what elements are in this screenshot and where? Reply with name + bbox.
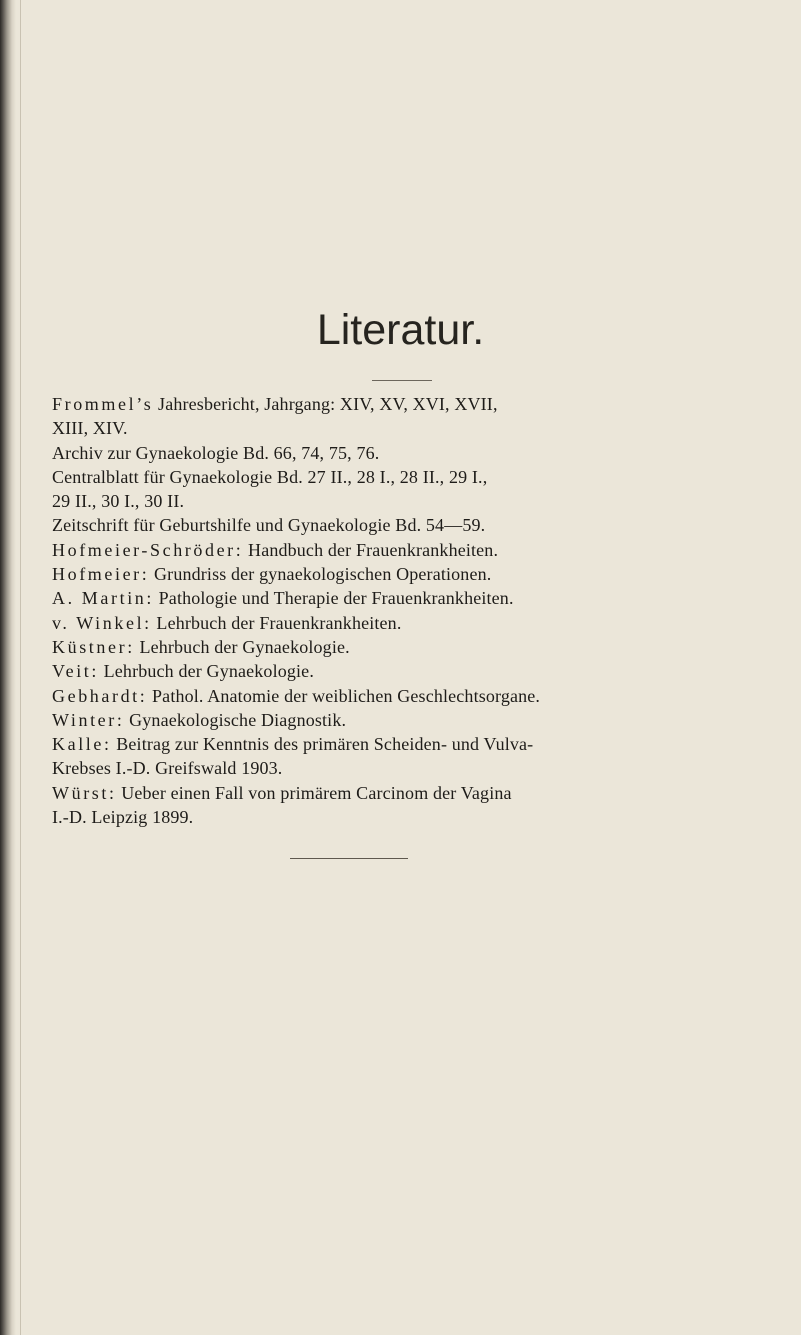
bibliography-entry — [52, 781, 772, 830]
entry-continuation: I.-D. Leipzig 1899. — [52, 807, 194, 828]
entry-continuation: 29 II., 30 I., 30 II. — [52, 491, 185, 512]
entry-text: Pathol. Anatomie der weiblichen Geschlechtsorgane. — [147, 685, 541, 706]
bibliography-entry — [52, 635, 772, 659]
bibliography-list — [52, 392, 772, 829]
entry-text: Jahresbericht, Jahrgang: XIV, XV, XVI, XVII, — [153, 394, 498, 414]
entry-author: Kalle: — [52, 734, 112, 755]
bibliography-entry — [52, 708, 772, 732]
bibliography-entry — [52, 586, 772, 610]
entry-continuation: Krebses I.-D. Greifswald 1903. — [52, 758, 283, 779]
entry-author: Gebhardt: — [52, 685, 148, 706]
entry-text: Grundriss der gynaekologischen Operationen. — [149, 564, 492, 585]
entry-text: Gynaekologische Diagnostik. — [124, 709, 347, 730]
bibliography-entry — [52, 538, 772, 562]
entry-author: Frommel’s — [52, 394, 154, 414]
entry-text: Handbuch der Frauenkrankheiten. — [243, 539, 499, 560]
end-divider — [290, 858, 408, 859]
page-margin-line — [20, 0, 21, 1335]
entry-author: A. Martin: — [52, 588, 154, 609]
entry-author: Würst: — [52, 782, 117, 803]
entry-text: Zeitschrift für Geburtshilfe und Gynaekologie Bd. 54—59. — [52, 515, 486, 536]
bibliography-entry — [52, 611, 772, 635]
entry-author: Küstner: — [52, 636, 135, 657]
entry-continuation: XIII, XIV. — [52, 418, 128, 439]
bibliography-entry — [52, 465, 772, 514]
entry-text: Beitrag zur Kenntnis des primären Scheiden- und Vulva- — [111, 734, 534, 755]
entry-author: Winter: — [52, 709, 125, 730]
entry-text: Centralblatt für Gynaekologie Bd. 27 II., 28 I., 28 II., 29 I., — [52, 466, 488, 487]
bibliography-entry — [52, 392, 772, 441]
bibliography-entry — [52, 732, 772, 781]
bibliography-entry — [52, 562, 772, 586]
page-binding-edge — [0, 0, 16, 1335]
bibliography-entry — [52, 513, 772, 537]
entry-author: Veit: — [52, 661, 99, 682]
entry-text: Lehrbuch der Gynaekologie. — [134, 636, 350, 657]
entry-author: v. Winkel: — [52, 612, 152, 633]
page-title: Literatur. — [316, 306, 485, 354]
bibliography-entry — [52, 441, 772, 465]
entry-text: Lehrbuch der Frauenkrankheiten. — [151, 612, 402, 633]
entry-text: Archiv zur Gynaekologie Bd. 66, 74, 75, 76. — [52, 442, 380, 463]
entry-author: Hofmeier-Schröder: — [52, 539, 244, 560]
bibliography-entry — [52, 684, 772, 708]
entry-author: Hofmeier: — [52, 564, 150, 585]
bibliography-entry — [52, 659, 772, 683]
entry-text: Lehrbuch der Gynaekologie. — [99, 661, 314, 682]
entry-text: Pathologie und Therapie der Frauenkrankheiten. — [154, 588, 514, 609]
title-divider — [372, 380, 432, 381]
entry-text: Ueber einen Fall von primärem Carcinom der Vagina — [116, 782, 512, 803]
